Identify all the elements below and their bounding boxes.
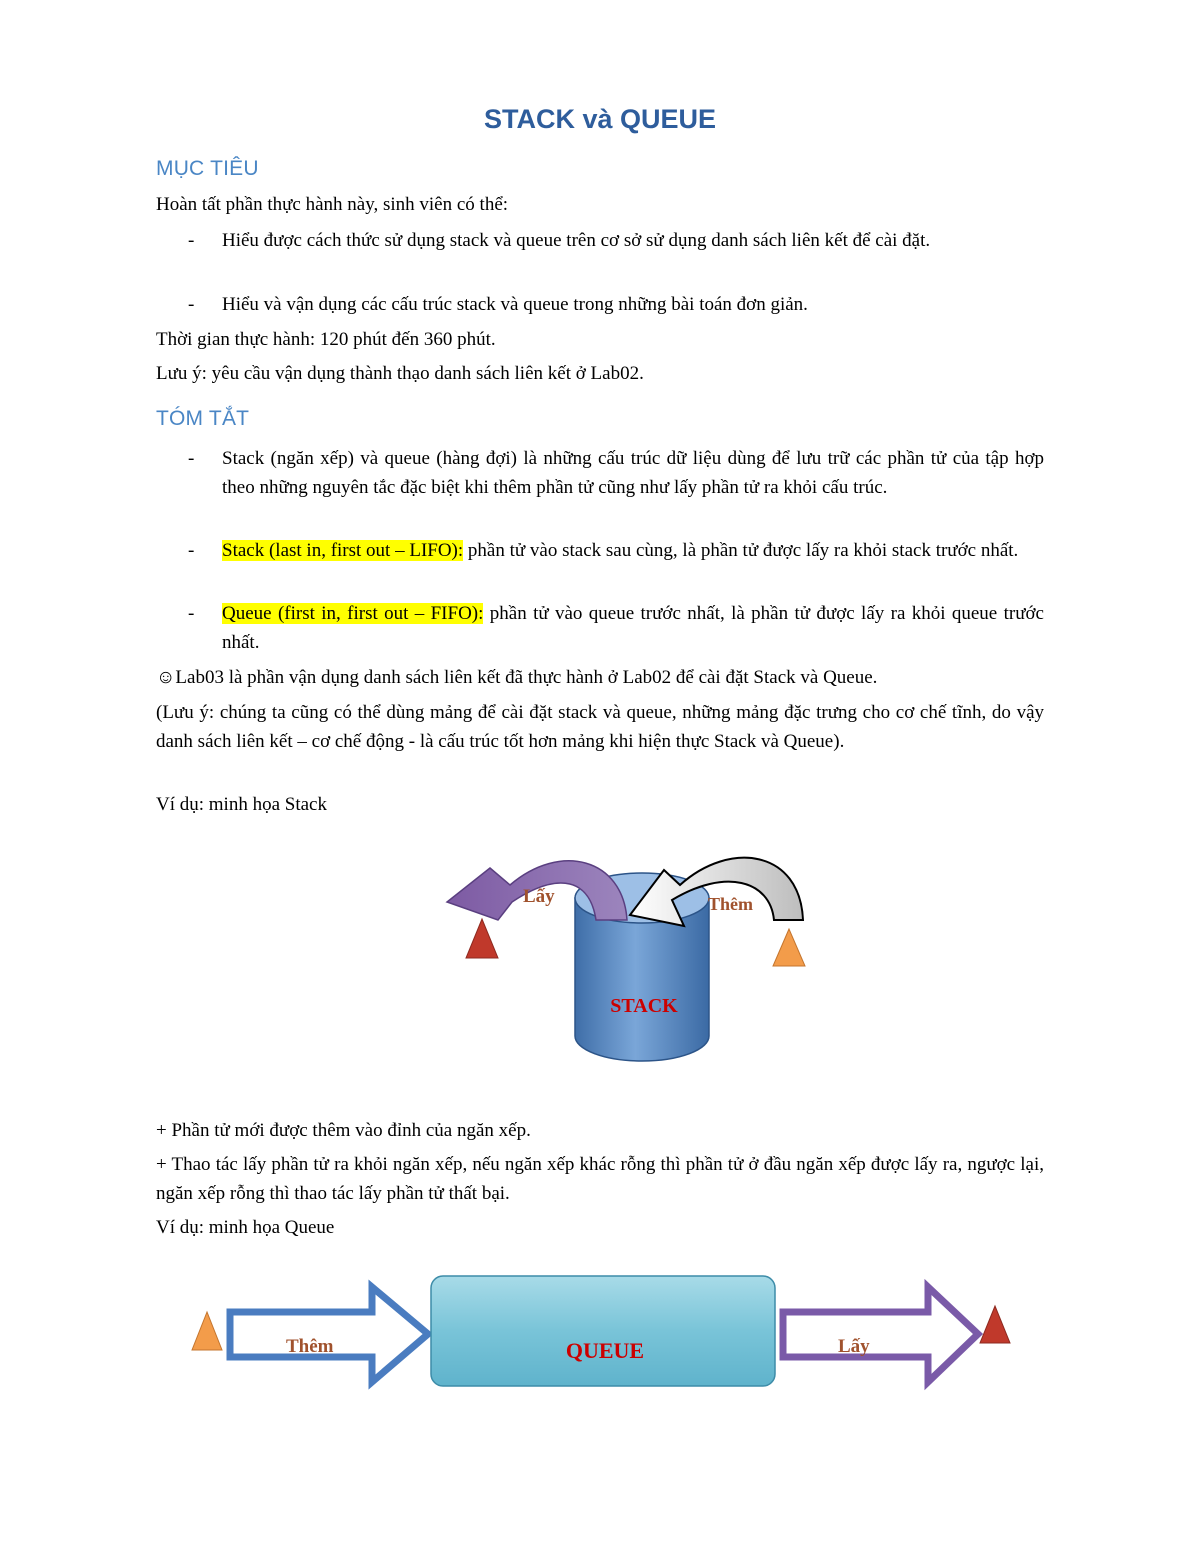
list-dash: - (188, 294, 195, 315)
queue-enqueue-arrow (230, 1287, 428, 1382)
lab-note (156, 663, 1044, 692)
paren-note: (Lưu ý: chúng ta cũng có thể dùng mảng để cài đặt stack và queue, những mảng đặc trưng cho cơ chế tĩnh, do vậy danh sách liên kết – cơ chế động - là cấu trúc tốt hơn mảng khi hiện thực Stack và Queue). (156, 702, 1044, 752)
list-item-text (222, 599, 1044, 657)
list-dash: - (188, 540, 195, 561)
list-item-text (222, 536, 1044, 565)
stack-diagram (0, 840, 1200, 1080)
queue-box (431, 1276, 775, 1386)
stack-label-them: Thêm (708, 894, 753, 914)
queue-dequeue-arrow (783, 1287, 978, 1382)
stack-push-note: + Phần tử mới được thêm vào đỉnh của ngăn xếp. (156, 1120, 531, 1141)
push-triangle-icon (773, 929, 805, 966)
queue-diagram (0, 1262, 1200, 1402)
stack-definition-text: phần tử vào stack sau cùng, là phần tử được lấy ra khỏi stack trước nhất. (463, 540, 1019, 561)
stack-label-lay: Lấy (523, 886, 555, 907)
section-heading-muc-tieu: MỤC TIÊU (156, 157, 259, 180)
tom-tat-item-stack (156, 536, 1044, 565)
queue-label-lay: Lấy (838, 1336, 870, 1357)
pop-triangle-icon (466, 919, 498, 958)
practice-note: Lưu ý: yêu cầu vận dụng thành thạo danh sách liên kết ở Lab02. (156, 363, 644, 384)
list-item-text: Stack (ngăn xếp) và queue (hàng đợi) là những cấu trúc dữ liệu dùng để lưu trữ các phần tử của tập hợp theo những nguyên tắc đặc biệt khi thêm phần tử cũng như lấy phần tử ra khỏi cấu trúc. (222, 448, 1044, 498)
dequeue-triangle-icon (980, 1306, 1010, 1343)
tom-tat-item-1 (156, 444, 1044, 502)
example-queue-label: Ví dụ: minh họa Queue (156, 1217, 335, 1238)
queue-label: QUEUE (565, 1338, 645, 1363)
practice-time: Thời gian thực hành: 120 phút đến 360 phút. (156, 329, 496, 350)
list-item-text: Hiểu và vận dụng các cấu trúc stack và queue trong những bài toán đơn giản. (222, 294, 808, 315)
list-dash: - (188, 603, 195, 624)
enqueue-triangle-icon (192, 1312, 222, 1350)
lab-note-text: Lab03 là phần vận dụng danh sách liên kết đã thực hành ở Lab02 để cài đặt Stack và Queue. (175, 667, 878, 688)
stack-push-arrow (630, 858, 803, 926)
example-stack-label: Ví dụ: minh họa Stack (156, 794, 327, 815)
list-dash: - (188, 230, 195, 251)
page-title: STACK và QUEUE (483, 104, 717, 134)
stack-label: STACK (610, 995, 678, 1017)
smiley-icon: ☺ (156, 667, 176, 688)
section-heading-tom-tat: TÓM TẮT (156, 407, 250, 430)
muc-tieu-intro: Hoàn tất phần thực hành này, sinh viên có thể: (156, 194, 509, 215)
list-item-text: Hiểu được cách thức sử dụng stack và queue trên cơ sở sử dụng danh sách liên kết để cài đặt. (222, 230, 931, 251)
stack-pop-note: + Thao tác lấy phần tử ra khỏi ngăn xếp, nếu ngăn xếp khác rỗng thì phần tử ở đầu ngăn xếp được lấy ra, ngược lại, ngăn xếp rỗng thì thao tác lấy phần tử thất bại. (156, 1154, 1044, 1204)
muc-tieu-item-2 (156, 290, 1044, 319)
highlight-stack-definition: Stack (last in, first out – LIFO): (222, 540, 464, 561)
list-dash: - (188, 448, 195, 469)
muc-tieu-item-1 (156, 226, 1044, 255)
highlight-queue-definition: Queue (first in, first out – FIFO): (222, 603, 484, 624)
tom-tat-item-queue (156, 599, 1044, 657)
queue-label-them: Thêm (286, 1336, 334, 1357)
queue-definition-text: phần tử vào queue trước nhất, là phần tử được lấy ra khỏi queue trước nhất. (222, 603, 1044, 653)
